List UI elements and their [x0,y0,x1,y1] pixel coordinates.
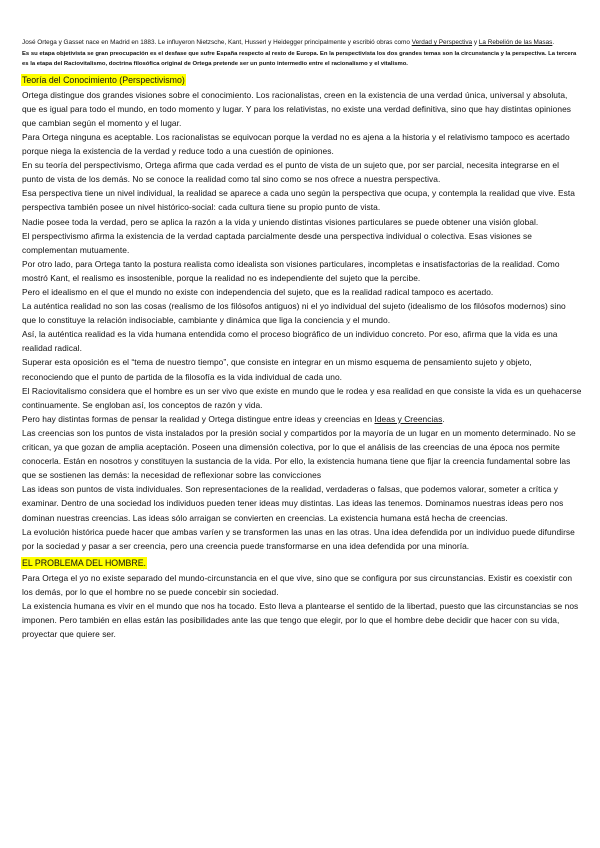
section-heading-perspectivismo: Teoría del Conocimiento (Perspectivismo) [22,74,185,85]
paragraph: Nadie posee toda la verdad, pero se aplica la razón a la vida y uniendo distintas visiones particulares se puede obtener una visión global. [22,216,539,227]
paragraph: Ortega distingue dos grandes visiones sobre el conocimiento. Los racionalistas, creen en la existencia de una verdad única, universal y absoluta, que es igual para todo el mundo, en todo momento y lugar. Y para los relativistas, no existe una verdad definitiva, sino que hay distintas opiniones que cambian según el momento y el lugar. [22,89,572,128]
paragraph: Las ideas son puntos de vista individuales. Son representaciones de la realidad, verdaderas o falsas, que podemos valorar, someter a crítica y examinar. Dentro de una sociedad los individuos pueden tener ideas muy distintas. Las ideas las tenemos. Dominamos nuestras ideas pero nos dominan nuestras creencias. Las ideas sólo arraigan se convierten en creencias. La existencia humana está hecha de creencias. [22,484,564,523]
work-link-ideas-creencias[interactable]: Ideas y Creencias [374,413,443,424]
paragraph: Así, la auténtica realidad es la vida humana entendida como el proceso biográfico de un individuo concreto. Por eso, afirma que la vida es una realidad radical. [22,329,558,354]
paragraph: La existencia humana es vivir en el mundo que nos ha tocado. Esto lleva a plantearse el sentido de la libertad, puesto que las circunstancias se nos imponen. Pero también en ellas están las posibilidades ante las que tengo que elegir, por lo que el hombre debe decidir que hacer con su vida, proyectar que quiere ser. [22,600,579,640]
paragraph: Por otro lado, para Ortega tanto la postura realista como idealista son visiones particulares, incompletas e insatisfactorias de la realidad. Como mostró Kant, el realismo es insostenible, porque la realidad no es independiente del sujeto que la percibe. [22,258,560,283]
paragraph: Para Ortega ninguna es aceptable. Los racionalistas se equivocan porque la verdad no es ajena a la historia y el relativismo tampoco es acertado porque niega la existencia de la verdad y reduce todo a una cuestión de opiniones. [22,131,570,157]
paragraph: En su teoría del perspectivismo, Ortega afirma que cada verdad es el punto de vista de un sujeto que, por ser parcial, necesita integrarse en el punto de vista de los demás. No se conoce la realidad como tal sino como se nos ofrece a nuestra perspectiva. [22,160,559,185]
paragraph: Pero el idealismo en el que el mundo no existe con independencia del sujeto, que es la realidad radical tampoco es acertado. [22,287,494,298]
paragraph: La evolución histórica puede hacer que ambas varíen y se transformen las unas en las otras. Una idea defendida por un individuo puede difundirse por la sociedad y pasar a ser creencia, pero una creencia puede transformarse en una idea defendida por una minoría. [22,526,575,551]
paragraph: Para Ortega el yo no existe separado del mundo-circunstancia en el que vive, sino que se configura por sus circunstancias. Existir es coexistir con los demás, por lo que el hombre no se puede concebir sin sociedad. [22,572,573,597]
work-link-rebelion-masas[interactable]: La Rebelión de las Masas [478,39,553,46]
paragraph: El perspectivismo afirma la existencia de la verdad captada parcialmente desde una perspectiva individual o colectiva. Esas visiones se complementan mutuamente. [22,230,532,255]
paragraph: Esa perspectiva tiene un nivel individual, la realidad se aparece a cada uno según la perspectiva que ocupa, y contempla la realidad que vive. Esta perspectiva también posee un nivel histórico-social: cada cultura tiene su propio punto de vista. [22,188,575,213]
intro-text: José Ortega y Gasset nace en Madrid en 1883. Le influyeron Nietzsche, Kant, Husserl y Heidegger principalmente y escribió obras como [22,39,412,46]
ideas-creencias-paragraph: Pero hay distintas formas de pensar la realidad y Ortega distingue entre ideas y creencias en Ideas y Creencias. [22,413,445,424]
paragraph: Superar esta oposición es el “tema de nuestro tiempo”, que consiste en integrar en un mismo esquema de pensamiento sujeto y objeto, reconociendo que el punto de partida de la filosofía es la vida individual de cada uno. [22,357,532,382]
work-link-verdad-perspectiva[interactable]: Verdad y Perspectiva [411,39,473,46]
paragraph: El Raciovitalismo considera que el hombre es un ser vivo que existe en mundo que le rodea y esa realidad en que consiste la vida es un quehacerse continuamente. Se engloban así, los conceptos de razón y vida. [22,385,582,410]
intro-paragraph: José Ortega y Gasset nace en Madrid en 1883. Le influyeron Nietzsche, Kant, Husserl y Heidegger principalmente y escribió obras como Verdad y Perspectiva y La Rebelión de las Masas. [22,39,555,46]
paragraph: Las creencias son los puntos de vista instalados por la presión social y compartidos por la mayoría de un lugar en un momento determinado. No se critican, ya que gozan de amplia aceptación. Poseen una dimensión colectiva, por lo que el análisis de las creencias de una época nos permite conocerla. Están en nosotros y constituyen la sustancia de la vida. Por ello, la existencia humana tiene que fijar la creencia fundamental sobre las que se sostienen las demás: la necesidad de reflexionar sobre las convicciones [22,427,576,481]
intro-stages-paragraph: Es su etapa objetivista se gran preocupación es el desfase que sufre España respecto al resto de Europa. En la perspectivista los dos grandes temas son la circunstancia y la perspectiva. La tercera es la etapa del Raciovitalismo, doctrina filosófica original de Ortega pretende ser un punto intermedio entre el racionalismo y el vitalismo. [22,50,577,67]
paragraph: La auténtica realidad no son las cosas (realismo de los filósofos antiguos) ni el yo individual del sujeto (idealismo de los filósofos modernos) sino que lo constituye la relación indisociable, cambiante y dinámica que liga la conciencia y el mundo. [22,301,566,326]
document-page [22,38,582,641]
section-heading-problema-hombre: EL PROBLEMA DEL HOMBRE. [22,557,147,568]
